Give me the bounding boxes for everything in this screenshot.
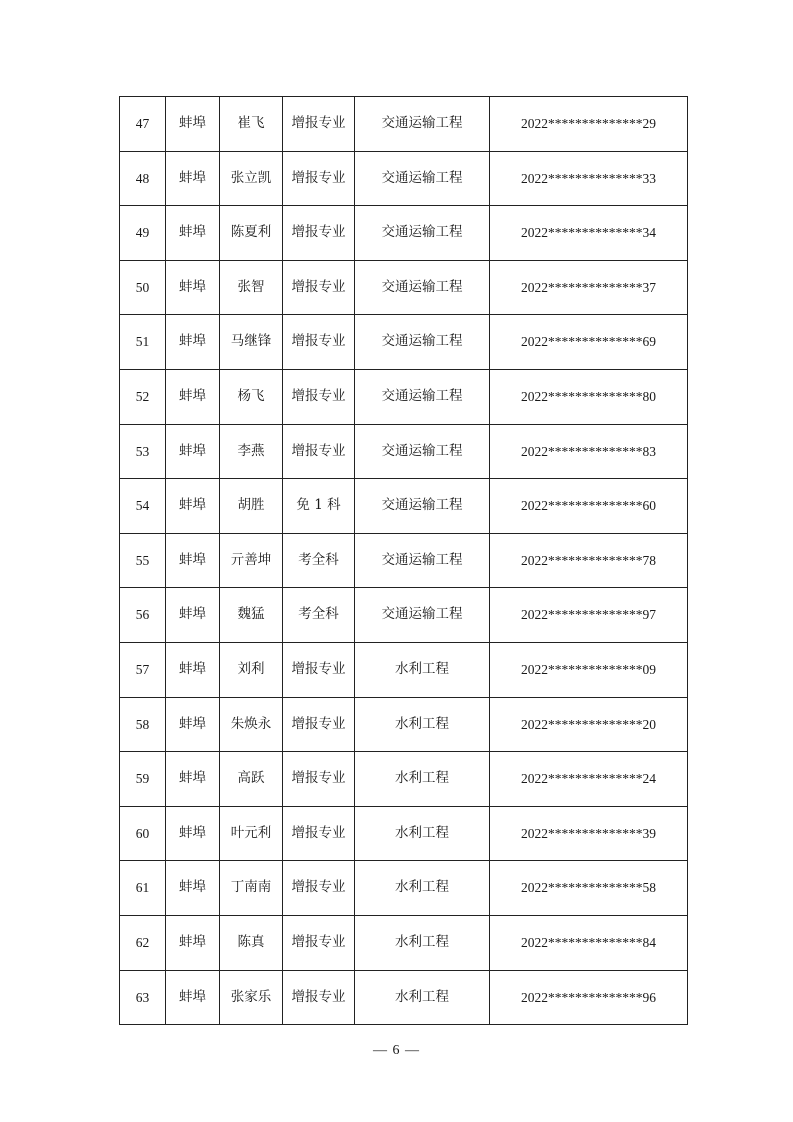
row-number: 54 [120, 479, 166, 534]
id-number-cell: 2022**************20 [490, 697, 688, 752]
exam-type-cell: 增报专业 [283, 97, 355, 152]
city-cell: 蚌埠 [166, 697, 220, 752]
exam-type-cell: 增报专业 [283, 260, 355, 315]
id-number-cell: 2022**************24 [490, 752, 688, 807]
city-cell: 蚌埠 [166, 806, 220, 861]
exam-type-cell: 增报专业 [283, 315, 355, 370]
city-cell: 蚌埠 [166, 97, 220, 152]
roster-table [119, 96, 688, 1025]
exam-type-cell: 考全科 [283, 533, 355, 588]
table-row [120, 479, 688, 534]
row-number: 56 [120, 588, 166, 643]
major-cell: 交通运输工程 [355, 533, 490, 588]
major-cell: 交通运输工程 [355, 479, 490, 534]
name-cell: 杨飞 [220, 369, 283, 424]
table-row [120, 861, 688, 916]
exam-type-cell: 增报专业 [283, 915, 355, 970]
id-number-cell: 2022**************37 [490, 260, 688, 315]
exam-type-cell: 增报专业 [283, 806, 355, 861]
city-cell: 蚌埠 [166, 861, 220, 916]
city-cell: 蚌埠 [166, 424, 220, 479]
table-row [120, 915, 688, 970]
exam-type-cell: 增报专业 [283, 151, 355, 206]
row-number: 53 [120, 424, 166, 479]
major-cell: 交通运输工程 [355, 206, 490, 261]
id-number-cell: 2022**************83 [490, 424, 688, 479]
major-cell: 交通运输工程 [355, 315, 490, 370]
table-row [120, 97, 688, 152]
row-number: 52 [120, 369, 166, 424]
city-cell: 蚌埠 [166, 533, 220, 588]
major-cell: 水利工程 [355, 970, 490, 1025]
major-cell: 水利工程 [355, 752, 490, 807]
roster-table-body [120, 97, 688, 1025]
id-number-cell: 2022**************60 [490, 479, 688, 534]
major-cell: 交通运输工程 [355, 424, 490, 479]
table-row [120, 697, 688, 752]
row-number: 58 [120, 697, 166, 752]
major-cell: 交通运输工程 [355, 151, 490, 206]
city-cell: 蚌埠 [166, 260, 220, 315]
id-number-cell: 2022**************33 [490, 151, 688, 206]
name-cell: 叶元利 [220, 806, 283, 861]
id-number-cell: 2022**************29 [490, 97, 688, 152]
exam-type-cell: 增报专业 [283, 861, 355, 916]
table-row [120, 806, 688, 861]
name-cell: 魏猛 [220, 588, 283, 643]
city-cell: 蚌埠 [166, 315, 220, 370]
id-number-cell: 2022**************09 [490, 642, 688, 697]
city-cell: 蚌埠 [166, 206, 220, 261]
table-row [120, 970, 688, 1025]
id-number-cell: 2022**************80 [490, 369, 688, 424]
row-number: 61 [120, 861, 166, 916]
major-cell: 交通运输工程 [355, 588, 490, 643]
table-row [120, 642, 688, 697]
id-number-cell: 2022**************69 [490, 315, 688, 370]
name-cell: 张智 [220, 260, 283, 315]
name-cell: 高跃 [220, 752, 283, 807]
exam-type-cell: 增报专业 [283, 369, 355, 424]
city-cell: 蚌埠 [166, 970, 220, 1025]
row-number: 47 [120, 97, 166, 152]
city-cell: 蚌埠 [166, 642, 220, 697]
name-cell: 张家乐 [220, 970, 283, 1025]
name-cell: 刘利 [220, 642, 283, 697]
major-cell: 交通运输工程 [355, 369, 490, 424]
major-cell: 水利工程 [355, 915, 490, 970]
name-cell: 李燕 [220, 424, 283, 479]
name-cell: 崔飞 [220, 97, 283, 152]
major-cell: 交通运输工程 [355, 97, 490, 152]
exam-type-cell: 增报专业 [283, 697, 355, 752]
table-row [120, 424, 688, 479]
name-cell: 马继锋 [220, 315, 283, 370]
page-number: — 6 — [373, 1043, 420, 1058]
row-number: 50 [120, 260, 166, 315]
city-cell: 蚌埠 [166, 479, 220, 534]
id-number-cell: 2022**************39 [490, 806, 688, 861]
name-cell: 张立凯 [220, 151, 283, 206]
row-number: 57 [120, 642, 166, 697]
row-number: 63 [120, 970, 166, 1025]
name-cell: 朱焕永 [220, 697, 283, 752]
major-cell: 水利工程 [355, 806, 490, 861]
major-cell: 交通运输工程 [355, 260, 490, 315]
exam-type-cell: 增报专业 [283, 642, 355, 697]
exam-type-cell: 增报专业 [283, 970, 355, 1025]
id-number-cell: 2022**************58 [490, 861, 688, 916]
exam-type-cell: 增报专业 [283, 424, 355, 479]
major-cell: 水利工程 [355, 642, 490, 697]
row-number: 49 [120, 206, 166, 261]
id-number-cell: 2022**************84 [490, 915, 688, 970]
row-number: 60 [120, 806, 166, 861]
row-number: 62 [120, 915, 166, 970]
name-cell: 陈夏利 [220, 206, 283, 261]
table-row [120, 533, 688, 588]
table-row [120, 369, 688, 424]
city-cell: 蚌埠 [166, 369, 220, 424]
id-number-cell: 2022**************97 [490, 588, 688, 643]
table-row [120, 752, 688, 807]
exam-type-cell: 增报专业 [283, 752, 355, 807]
city-cell: 蚌埠 [166, 588, 220, 643]
row-number: 59 [120, 752, 166, 807]
id-number-cell: 2022**************96 [490, 970, 688, 1025]
city-cell: 蚌埠 [166, 915, 220, 970]
name-cell: 亓善坤 [220, 533, 283, 588]
exam-type-cell: 免 1 科 [283, 479, 355, 534]
row-number: 48 [120, 151, 166, 206]
table-row [120, 151, 688, 206]
name-cell: 胡胜 [220, 479, 283, 534]
id-number-cell: 2022**************34 [490, 206, 688, 261]
exam-type-cell: 考全科 [283, 588, 355, 643]
table-row [120, 260, 688, 315]
table-row [120, 588, 688, 643]
table-row [120, 315, 688, 370]
major-cell: 水利工程 [355, 697, 490, 752]
exam-type-cell: 增报专业 [283, 206, 355, 261]
city-cell: 蚌埠 [166, 151, 220, 206]
row-number: 51 [120, 315, 166, 370]
table-row [120, 206, 688, 261]
city-cell: 蚌埠 [166, 752, 220, 807]
row-number: 55 [120, 533, 166, 588]
id-number-cell: 2022**************78 [490, 533, 688, 588]
name-cell: 陈真 [220, 915, 283, 970]
name-cell: 丁南南 [220, 861, 283, 916]
major-cell: 水利工程 [355, 861, 490, 916]
